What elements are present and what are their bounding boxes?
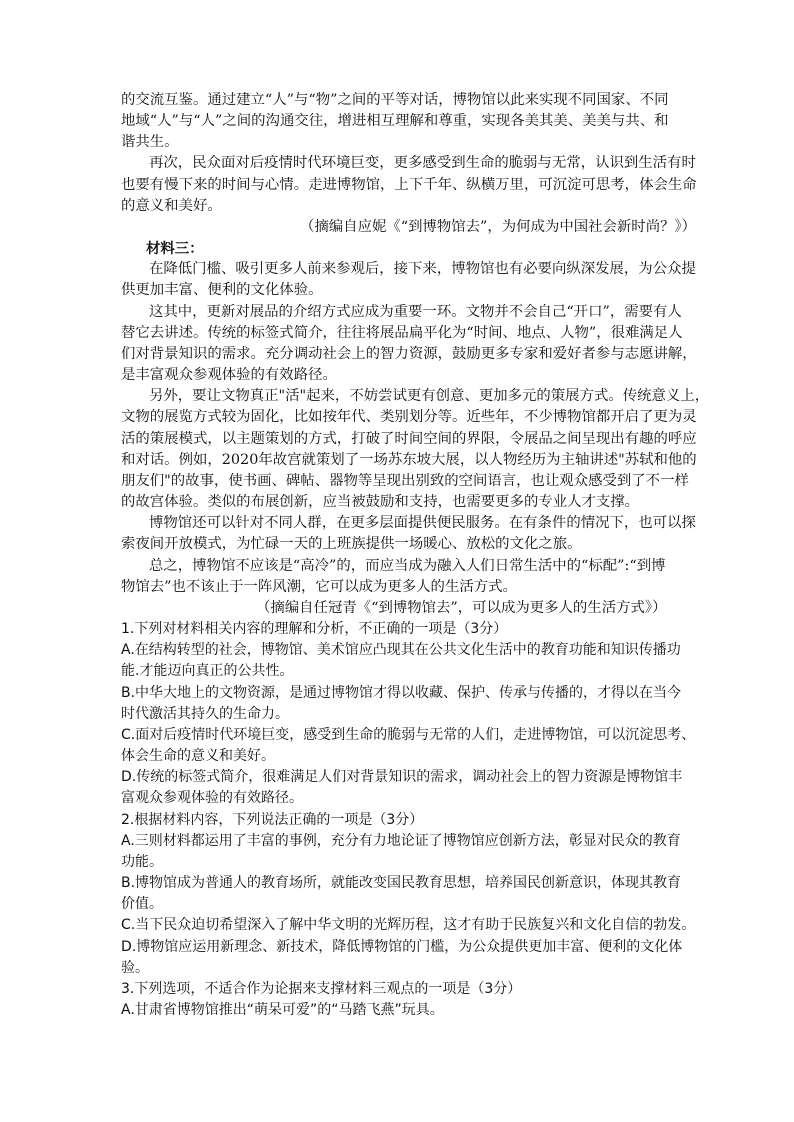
text-line-content: 和对话。例如，2020年故宫就策划了一场苏东坡大展，以人物经历为主轴讲述"苏轼和他的 <box>121 452 697 468</box>
text-line-content: 们对背景知识的需求。充分调动社会上的智力资源，鼓励更多专家和爱好者参与志愿讲解， <box>121 346 697 362</box>
q2-option-d: D.博物馆应运用新理念、新技术，降低博物馆的门槛，为公众提供更加丰富、便利的文化体 <box>121 939 683 955</box>
text-line-content: 文物的展览方式较为固化，比如按年代、类别划分等。近些年，不少博物馆都开启了更为灵 <box>121 409 697 425</box>
text-line-content: 这其中，更新对展品的介绍方式应成为重要一环。文物并不会自己“开口”，需要有人 <box>149 304 682 320</box>
text-line <box>0 450 794 471</box>
text-line-content: 索夜间开放模式，为忙碌一天的上班族提供一场暖心、放松的文化之旅。 <box>121 536 582 552</box>
option-line <box>0 640 794 661</box>
q1-option-b: B.中华大地上的文物资源，是通过博物馆才得以收藏、保护、传承与传播的，才得以在当今 <box>121 685 682 701</box>
option-line <box>0 894 794 915</box>
text-line <box>0 556 794 577</box>
section-heading <box>0 238 794 259</box>
text-line-content: 是丰富观众参观体验的有效路径。 <box>121 367 337 383</box>
option-line <box>0 915 794 936</box>
text-line-content: 朋友们"的故事，使书画、碑帖、器物等呈现出别致的空间语言，也让观众感受到了不一样 <box>121 473 689 489</box>
text-line-content: 的意义和美好。 <box>121 198 222 214</box>
option-line <box>0 661 794 682</box>
source-citation-text: （摘编自任冠青《“到博物馆去”，可以成为更多人的生活方式》） <box>256 600 667 616</box>
text-line <box>0 153 794 174</box>
text-line-content: 在降低门槛、吸引更多人前来参观后，接下来，博物馆也有必要向纵深发展，为公众提 <box>149 261 696 277</box>
q1-option-d-cont: 富观众参观体验的有效路径。 <box>121 790 303 806</box>
text-line <box>0 175 794 196</box>
text-line <box>0 323 794 344</box>
text-line <box>0 344 794 365</box>
text-line <box>0 259 794 280</box>
q2-option-c: C.当下民众迫切希望深入了解中华文明的光辉历程，这才有助于民族复兴和文化自信的勃发。 <box>121 917 696 933</box>
q3-stem: 3.下列选项，不适合作为论据来支撑材料三观点的一项是（3分） <box>121 981 522 997</box>
option-line <box>0 937 794 958</box>
text-line-content: 活的策展模式，以主题策划的方式，打破了时间空间的界限，令展品之间呈现出有趣的呼应 <box>121 431 697 447</box>
option-line <box>0 683 794 704</box>
text-line <box>0 429 794 450</box>
question-stem <box>0 619 794 640</box>
text-line <box>0 386 794 407</box>
text-line-content: 再次，民众面对后疫情时代环境巨变，更多感受到生命的脆弱与无常，认识到生活有时 <box>149 155 696 171</box>
text-line <box>0 471 794 492</box>
option-line <box>0 725 794 746</box>
q2-option-b: B.博物馆成为普通人的教育场所，就能改变国民教育思想，培养国民创新意识，体现其教育 <box>121 875 682 891</box>
text-line <box>0 196 794 217</box>
text-line-content: 也要有慢下来的时间与心情。走进博物馆，上下千年、纵横万里，可沉淀可思考，体会生命 <box>121 177 697 193</box>
text-line-content: 物馆去”也不该止于一阵风潮，它可以成为更多人的生活方式。 <box>121 579 517 595</box>
text-line-content: 另外，要让文物真正"活"起来，不妨尝试更有创意、更加多元的策展方式。传统意义上， <box>149 388 710 404</box>
q1-option-a-cont: 能.才能迈向真正的公共性。 <box>121 663 294 679</box>
option-line <box>0 704 794 725</box>
q1-option-c-cont: 体会生命的意义和美好。 <box>121 748 275 764</box>
text-line-content: 总之，博物馆不应该是“高冷”的，而应当成为融入人们日常生活中的“标配”:“到博 <box>149 558 666 574</box>
text-line <box>0 302 794 323</box>
q2-option-a-cont: 功能。 <box>121 854 163 870</box>
q1-option-b-cont: 时代激活其持久的生命力。 <box>121 706 289 722</box>
text-line <box>0 534 794 555</box>
text-line-content: 的故宫体验。类似的布展创新，应当被鼓励和支持，也需要更多的专业人才支撑。 <box>121 494 640 510</box>
source-citation <box>0 598 794 619</box>
text-line <box>0 132 794 153</box>
text-line <box>0 407 794 428</box>
question-stem <box>0 979 794 1000</box>
q2-option-d-cont: 验。 <box>121 960 149 976</box>
material-3-heading: 材料三： <box>146 240 204 257</box>
text-line <box>0 111 794 132</box>
text-line <box>0 90 794 111</box>
source-citation <box>0 217 794 238</box>
option-line <box>0 767 794 788</box>
option-line <box>0 746 794 767</box>
text-line-content: 供更加丰富、便利的文化体验。 <box>121 282 323 298</box>
text-line <box>0 513 794 534</box>
option-line <box>0 831 794 852</box>
question-stem <box>0 810 794 831</box>
q2-stem: 2.根据材料内容，下列说法正确的一项是（3分） <box>121 812 424 828</box>
option-line <box>0 852 794 873</box>
text-line <box>0 280 794 301</box>
source-citation-text: （摘编自应妮《“到博物馆去”，为何成为中国社会新时尚？》） <box>300 219 697 235</box>
text-line-content: 谐共生。 <box>121 134 179 150</box>
option-line <box>0 958 794 979</box>
q1-option-d: D.传统的标签式简介，很难满足人们对背景知识的需求，调动社会上的智力资源是博物馆丰 <box>121 769 683 785</box>
text-line <box>0 492 794 513</box>
q3-option-a: A.甘肃省博物馆推出“萌呆可爱”的“马踏飞燕”玩具。 <box>121 1002 444 1018</box>
q2-option-a: A.三则材料都运用了丰富的事例，充分有力地论证了博物馆应创新方法，彰显对民众的教育 <box>121 833 681 849</box>
text-line <box>0 577 794 598</box>
text-line-content: 替它去讲述。传统的标签式简介，往往将展品扁平化为“时间、地点、人物”，很难满足人 <box>121 325 683 341</box>
q2-option-b-cont: 价值。 <box>121 896 163 912</box>
option-line <box>0 1000 794 1021</box>
option-line <box>0 873 794 894</box>
text-line-content: 地域“人”与“人”之间的沟通交往，增进相互理解和尊重，实现各美其美、美美与共、和 <box>121 113 669 129</box>
q1-option-c: C.面对后疫情时代环境巨变，感受到生命的脆弱与无常的人们，走进博物馆，可以沉淀思考、 <box>121 727 696 743</box>
option-line <box>0 788 794 809</box>
text-line-content: 的交流互鉴。通过建立“人”与“物”之间的平等对话，博物馆以此来实现不同国家、不同 <box>121 92 669 108</box>
q1-option-a: A.在结构转型的社会，博物馆、美术馆应凸现其在公共文化生活中的教育功能和知识传播功 <box>121 642 681 658</box>
text-line-content: 博物馆还可以针对不同人群，在更多层面提供便民服务。在有条件的情况下，也可以探 <box>149 515 696 531</box>
text-line <box>0 365 794 386</box>
q1-stem: 1.下列对材料相关内容的理解和分析，不正确的一项是（3分） <box>121 621 508 637</box>
